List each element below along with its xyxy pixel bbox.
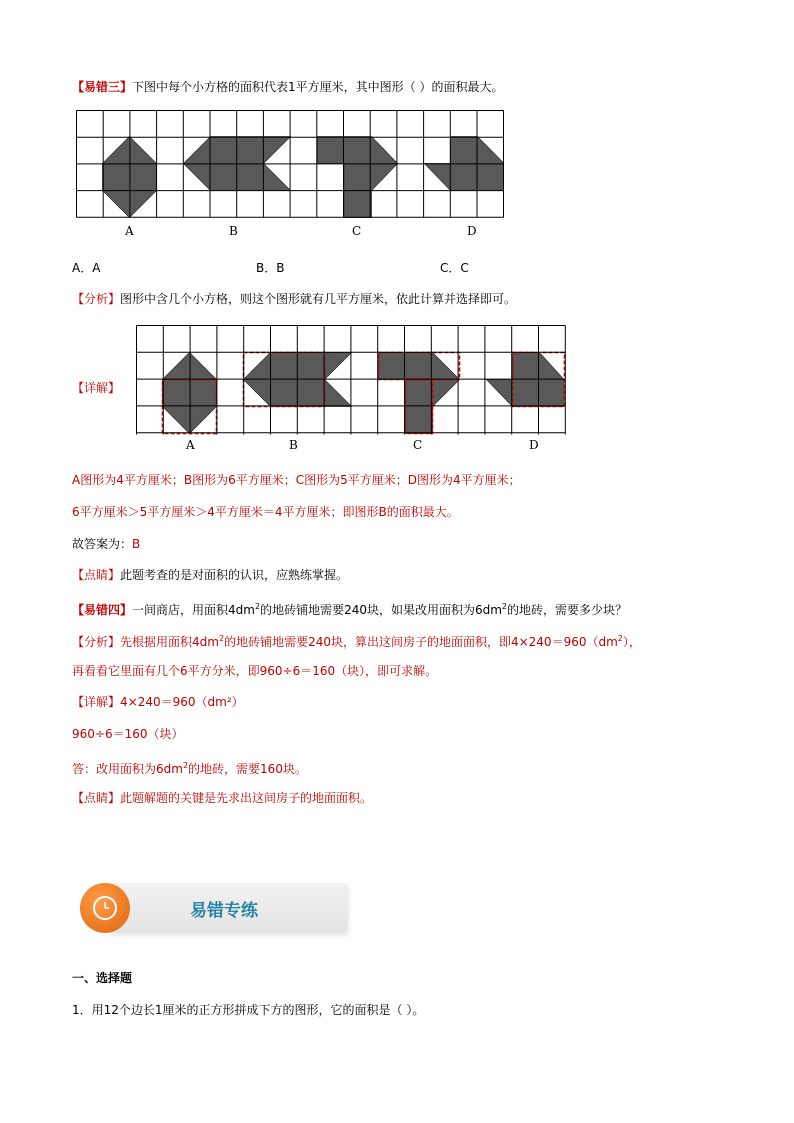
- q4-tag: 【易错四】: [72, 603, 133, 617]
- q3-figure-grid: [76, 110, 504, 218]
- q4-answer-sup: 2: [182, 761, 189, 770]
- clock-icon: [80, 883, 130, 933]
- q3-comment-line: [72, 567, 348, 583]
- q4-comment: 此题解题的关键是先求出这间房子的地面面积。: [120, 791, 373, 805]
- banner-title: 易错专练: [190, 901, 258, 921]
- q3-answer-line: [72, 536, 140, 552]
- q3-question: 下图中每个小方格的面积代表1平方厘米，其中图形（ ）的面积最大。: [132, 80, 504, 94]
- q3-comment: 此题考查的是对面积的认识，应熟练掌握。: [120, 568, 349, 582]
- shape-label-a: A: [125, 224, 134, 238]
- q4-analysis-sup-1: 2: [218, 634, 225, 643]
- detail-label-d: D: [529, 438, 539, 452]
- shape-label-c: C: [352, 224, 362, 238]
- shape-c: [318, 137, 398, 218]
- section-heading: 一、选择题: [72, 971, 133, 985]
- q3-answer-prefix: 故答案为：: [72, 537, 133, 551]
- q3-option-b[interactable]: B．B: [256, 261, 285, 275]
- q3-answer: B: [132, 537, 141, 551]
- q4-sup-1: 2: [254, 602, 261, 611]
- q3-detail-tag: 【详解】: [72, 381, 121, 395]
- q4-answer-b: 的地砖，需要160块。: [188, 762, 307, 776]
- q4-comment-tag: 【点睛】: [72, 791, 121, 805]
- q4-analysis-c: ），: [622, 635, 641, 649]
- q4-detail-line2: 960÷6＝160（块）: [72, 727, 184, 741]
- q4-analysis-tag: 【分析】: [72, 635, 121, 649]
- detail-label-b: B: [289, 438, 298, 452]
- q4-question-a: 一间商店，用面积4dm: [132, 603, 255, 617]
- q3-analysis: 图形中含几个小方格，则这个图形就有几平方厘米，依此计算并选择即可。: [120, 292, 517, 306]
- detail-label-a: A: [186, 438, 195, 452]
- q4-detail-line: [72, 694, 244, 710]
- q3-comment-tag: 【点睛】: [72, 568, 121, 582]
- q3-detail-line2: 6平方厘米＞5平方厘米＞4平方厘米＝4平方厘米；即图形B的面积最大。: [72, 505, 459, 519]
- q4-analysis-line: [72, 631, 641, 650]
- q3-option-c[interactable]: C．C: [440, 261, 469, 275]
- q4-comment-line: [72, 790, 372, 806]
- q4-detail-tag: 【详解】: [72, 695, 121, 709]
- q4-analysis-a: 先根据用面积4dm: [120, 635, 219, 649]
- clock-face: [93, 896, 117, 920]
- q4-analysis-b: 的地砖铺地需要240块，算出这间房子的地面面积，即4×240＝960（dm: [224, 635, 618, 649]
- q4-detail-line1: 4×240＝960（dm²）: [120, 695, 244, 709]
- q3-detail-grid: [136, 325, 566, 435]
- q3-detail-line1: A图形为4平方厘米；B图形为6平方厘米；C图形为5平方厘米；D图形为4平方厘米；: [72, 473, 521, 487]
- q4-question-line: [72, 599, 627, 618]
- shape-label-d: D: [467, 224, 477, 238]
- q4-answer-a: 答：改用面积为6dm: [72, 762, 183, 776]
- q4-answer-line: [72, 758, 307, 777]
- q4-analysis-sup-2: 2: [617, 634, 623, 643]
- q3-tag: 【易错三】: [72, 80, 133, 94]
- detail-label-c: C: [413, 438, 423, 452]
- q3-analysis-tag: 【分析】: [72, 292, 121, 306]
- q3-option-a[interactable]: A．A: [72, 261, 101, 275]
- q4-analysis-line2: 再看看它里面有几个6平方分米，即960÷6＝160（块），即可求解。: [72, 664, 438, 678]
- section-q1: 1．用12个边长1厘米的正方形拼成下方的图形，它的面积是（ ）。: [72, 1003, 425, 1017]
- q4-sup-2: 2: [501, 602, 508, 611]
- shape-label-b: B: [229, 224, 238, 238]
- q4-question-c: 的地砖，需要多少块？: [507, 603, 628, 617]
- q3-analysis-line: [72, 291, 516, 307]
- section-banner: [80, 883, 348, 931]
- q4-question-b: 的地砖铺地需要240块，如果改用面积为6dm: [260, 603, 502, 617]
- q3-question-line: [72, 79, 503, 95]
